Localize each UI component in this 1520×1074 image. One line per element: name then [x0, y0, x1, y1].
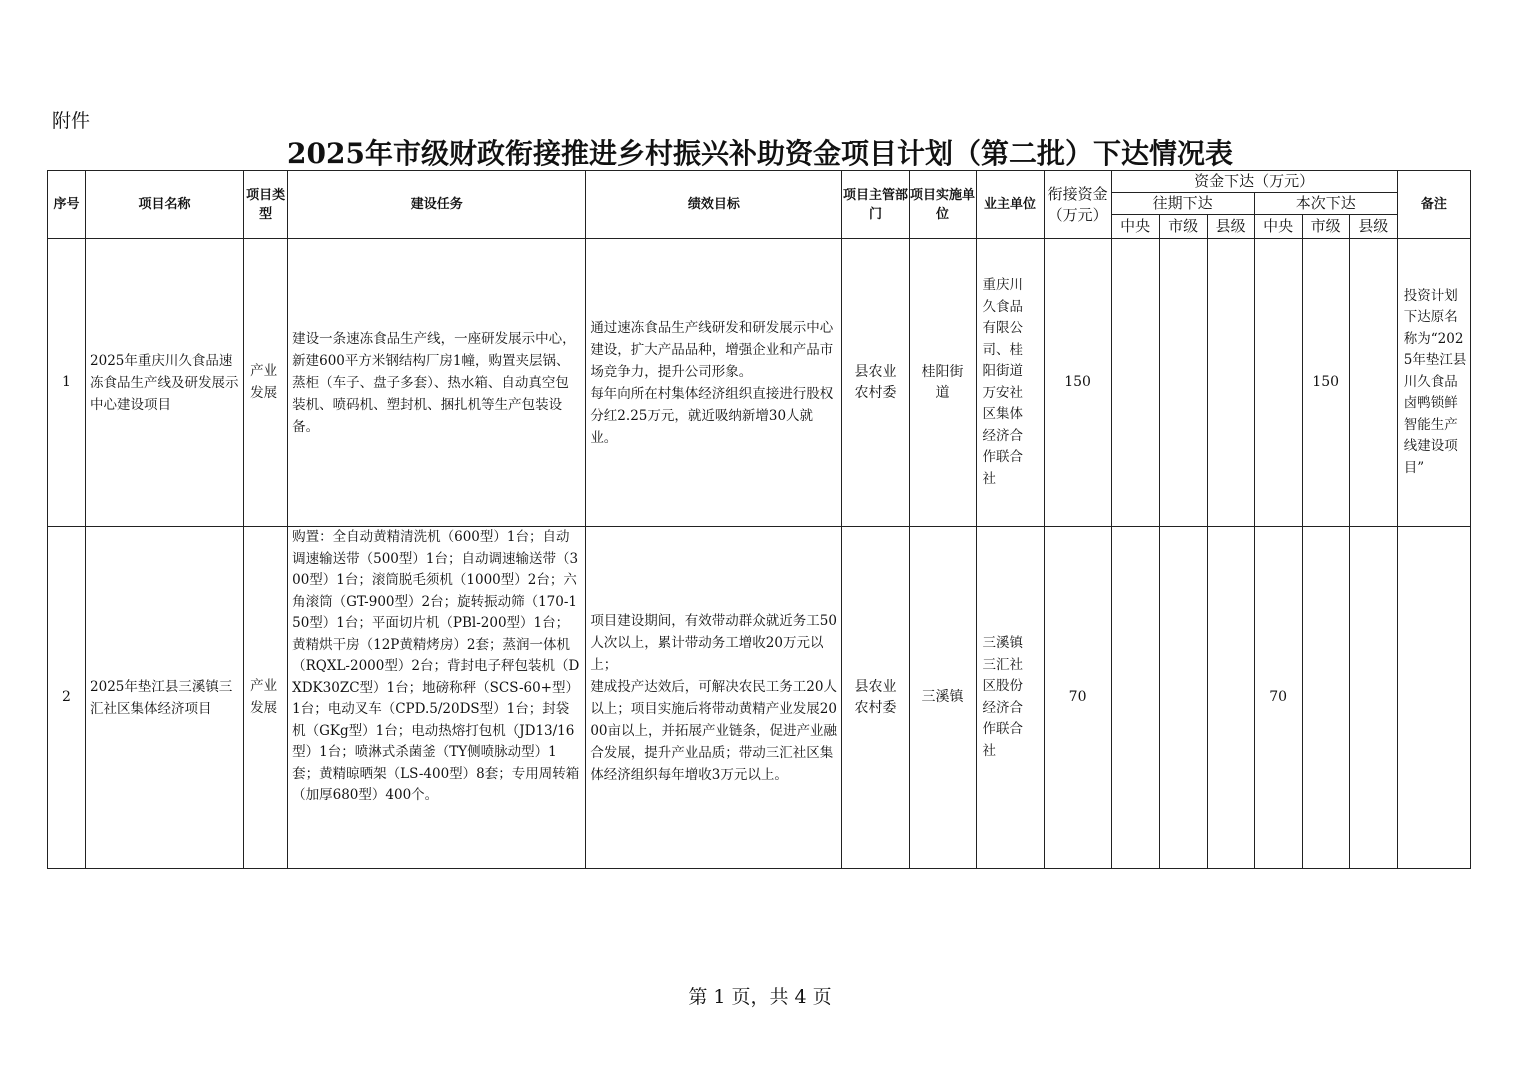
cell-cur-county	[1349, 527, 1397, 869]
header-amount: 衔接资金（万元）	[1044, 171, 1111, 239]
cell-prev-central	[1111, 527, 1159, 869]
header-note: 备注	[1397, 171, 1470, 239]
cell-dept: 县农业农村委	[842, 527, 909, 869]
cell-seq: 2	[48, 527, 86, 869]
cell-cur-central	[1254, 239, 1302, 527]
cell-impl: 桂阳街道	[909, 239, 976, 527]
cell-prev-central	[1111, 239, 1159, 527]
cell-cur-city: 150	[1302, 239, 1349, 527]
cell-task: 建设一条速冻食品生产线，一座研发展示中心，新建600平方米钢结构厂房1幢，购置夹层锅、蒸柜（车子、盘子多套）、热水箱、自动真空包装机、喷码机、塑封机、捆扎机等生产包装设备。	[288, 239, 586, 527]
cell-type: 产业发展	[244, 239, 288, 527]
header-dept: 项目主管部门	[842, 171, 909, 239]
header-prev-county: 县级	[1207, 215, 1254, 239]
header-type: 项目类型	[244, 171, 288, 239]
cell-name: 2025年重庆川久食品速冻食品生产线及研发展示中心建设项目	[86, 239, 244, 527]
cell-impl: 三溪镇	[909, 527, 976, 869]
cell-prev-city	[1159, 527, 1207, 869]
header-current: 本次下达	[1254, 193, 1397, 215]
cell-note	[1397, 527, 1470, 869]
cell-note: 投资计划下达原名称为“2025年垫江县川久食品卤鸭锁鲜智能生产线建设项目”	[1397, 239, 1470, 527]
header-prev-city: 市级	[1159, 215, 1207, 239]
header-prev-central: 中央	[1111, 215, 1159, 239]
header-owner: 业主单位	[976, 171, 1044, 239]
cell-amount: 150	[1044, 239, 1111, 527]
cell-name: 2025年垫江县三溪镇三汇社区集体经济项目	[86, 527, 244, 869]
cell-goal: 项目建设期间，有效带动群众就近务工50人次以上，累计带动务工增收20万元以上； 建成投产达效后，可解决农民工务工20人以上；项目实施后将带动黄精产业发展2000亩以上，并拓展产业链条，促进产业融合发展，提升产业品质；带动三汇社区集体经济组织每年增收3万元以上。	[586, 527, 842, 869]
header-goal: 绩效目标	[586, 171, 842, 239]
cell-prev-city	[1159, 239, 1207, 527]
cell-owner: 重庆川久食品有限公司、桂阳街道万安社区集体经济合作联合社	[976, 239, 1044, 527]
header-name: 项目名称	[86, 171, 244, 239]
cell-prev-county	[1207, 239, 1254, 527]
cell-prev-county	[1207, 527, 1254, 869]
header-cur-city: 市级	[1302, 215, 1349, 239]
cell-seq: 1	[48, 239, 86, 527]
funding-table	[47, 170, 1471, 869]
cell-amount: 70	[1044, 527, 1111, 869]
cell-cur-city	[1302, 527, 1349, 869]
header-impl: 项目实施单位	[909, 171, 976, 239]
header-task: 建设任务	[288, 171, 586, 239]
cell-type: 产业发展	[244, 527, 288, 869]
header-previous: 往期下达	[1111, 193, 1254, 215]
page-footer: 第 1 页，共 4 页	[688, 986, 832, 1008]
header-seq: 序号	[48, 171, 86, 239]
cell-task: 购置：全自动黄精清洗机（600型）1台；自动调速输送带（500型）1台；自动调速输送带（300型）1台；滚筒脱毛须机（1000型）2台；六角滚筒（GT-900型）2台；旋转振动筛（170-150型）1台；平面切片机（PBl-200型）1台；黄精烘干房（12P黄精烤房）2套；蒸润一体机（RQXL-2000型）2台；背封电子秤包装机（DXDK30ZC型）1台；地磅称秤（SCS-60+型）1台；电动叉车（CPD.5/20DS型）1台；封袋机（GKg型）1台；电动热熔打包机（JD13/16型）1台；喷淋式杀菌釜（TY侧喷脉动型）1套；黄精晾晒架（LS-400型）8套；专用周转箱（加厚680型）400个。	[288, 527, 586, 869]
table-row	[48, 527, 1471, 869]
header-cur-county: 县级	[1349, 215, 1397, 239]
page-title: 2025年市级财政衔接推进乡村振兴补助资金项目计划（第二批）下达情况表	[287, 137, 1233, 170]
attachment-label: 附件	[52, 110, 91, 132]
table-row	[48, 239, 1471, 527]
cell-goal: 通过速冻食品生产线研发和研发展示中心建设，扩大产品品种，增强企业和产品市场竞争力，提升公司形象。 每年向所在村集体经济组织直接进行股权分红2.25万元，就近吸纳新增30人就业。	[586, 239, 842, 527]
cell-cur-county	[1349, 239, 1397, 527]
cell-owner: 三溪镇三汇社区股份经济合作联合社	[976, 527, 1044, 869]
header-funds: 资金下达（万元）	[1111, 171, 1397, 193]
cell-dept: 县农业农村委	[842, 239, 909, 527]
cell-cur-central: 70	[1254, 527, 1302, 869]
header-cur-central: 中央	[1254, 215, 1302, 239]
